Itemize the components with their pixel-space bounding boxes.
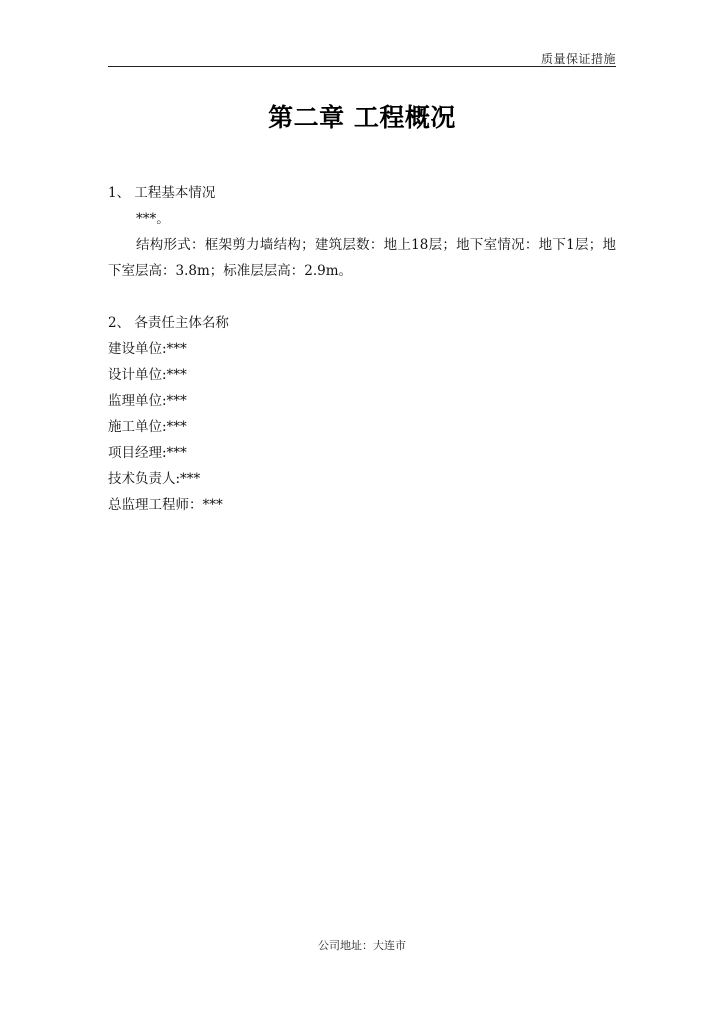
chapter-title: 第二章 工程概况 bbox=[268, 103, 456, 132]
header-rule bbox=[108, 66, 616, 67]
entry-project-manager: 项目经理:*** bbox=[108, 445, 187, 461]
section-2-heading: 2、 各责任主体名称 bbox=[108, 315, 229, 331]
running-header: 质量保证措施 bbox=[540, 52, 616, 66]
entry-designer: 设计单位:*** bbox=[108, 367, 187, 383]
entry-contractor: 施工单位:*** bbox=[108, 419, 187, 435]
structure-paragraph: 结构形式：框架剪力墙结构；建筑层数：地上18层；地下室情况：地下1层；地下室层高：3.8m；标准层层高：2.9m。 bbox=[108, 237, 616, 279]
entry-owner: 建设单位:*** bbox=[108, 341, 187, 357]
entry-technical-lead: 技术负责人:*** bbox=[108, 471, 201, 487]
project-name: ***。 bbox=[136, 211, 170, 227]
blank-line bbox=[108, 284, 616, 310]
entry-chief-supervising-engineer: 总监理工程师：*** bbox=[108, 497, 223, 513]
document-body bbox=[108, 180, 616, 518]
footer-address: 公司地址：大连市 bbox=[318, 939, 406, 952]
entry-supervisor: 监理单位:*** bbox=[108, 393, 187, 409]
section-1-heading: 1、 工程基本情况 bbox=[108, 185, 216, 201]
